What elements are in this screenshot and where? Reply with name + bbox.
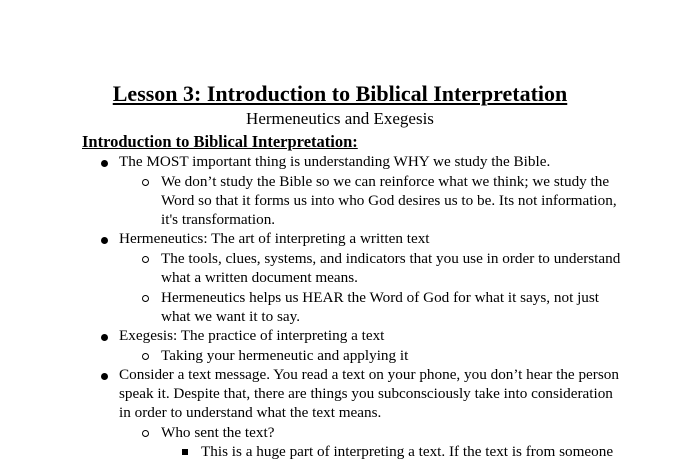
bullet-circle-icon xyxy=(142,353,149,360)
list-item-line: Who sent the text? xyxy=(161,424,275,441)
list-item: The MOST important thing is understanding WHY we study the Bible. xyxy=(119,153,551,170)
document-subtitle: Hermeneutics and Exegesis xyxy=(246,109,434,128)
bullet-circle-icon xyxy=(142,179,149,186)
list-item: Hermeneutics: The art of interpreting a written text xyxy=(119,230,430,247)
bullet-square-icon xyxy=(182,449,188,455)
bullet-dot-icon xyxy=(101,373,108,380)
list-item-line: what a written document means. xyxy=(161,269,358,286)
list-item-line: Consider a text message. You read a text on your phone, you don’t hear the person xyxy=(119,366,619,383)
bullet-dot-icon xyxy=(101,160,108,167)
list-item-line: Taking your hermeneutic and applying it xyxy=(161,347,409,364)
list-item-line: what we want it to say. xyxy=(161,308,301,325)
bullet-dot-icon xyxy=(101,237,108,244)
list-item-line: in order to understand what the text means. xyxy=(119,404,382,421)
list-item-line: it's transformation. xyxy=(161,211,276,228)
bullet-dot-icon xyxy=(101,334,108,341)
bullet-circle-icon xyxy=(142,295,149,302)
section-heading: Introduction to Biblical Interpretation: xyxy=(82,132,358,151)
list-item-line: Hermeneutics helps us HEAR the Word of God for what it says, not just xyxy=(161,289,600,306)
list-item-line: This is a huge part of interpreting a text. If the text is from someone xyxy=(201,443,614,460)
list-item-line: We don’t study the Bible so we can reinforce what we think; we study the xyxy=(161,173,610,190)
list-item-line: The tools, clues, systems, and indicators that you use in order to understand xyxy=(161,250,621,267)
bullet-circle-icon xyxy=(142,430,149,437)
document-title: Lesson 3: Introduction to Biblical Interpretation xyxy=(112,81,568,106)
list-item-line: Word so that it forms us into who God desires us to be. Its not information, xyxy=(161,192,617,209)
bullet-circle-icon xyxy=(142,256,149,263)
list-item-line: speak it. Despite that, there are things you subconsciously take into consideration xyxy=(119,385,613,402)
list-item: Exegesis: The practice of interpreting a text xyxy=(119,327,385,344)
